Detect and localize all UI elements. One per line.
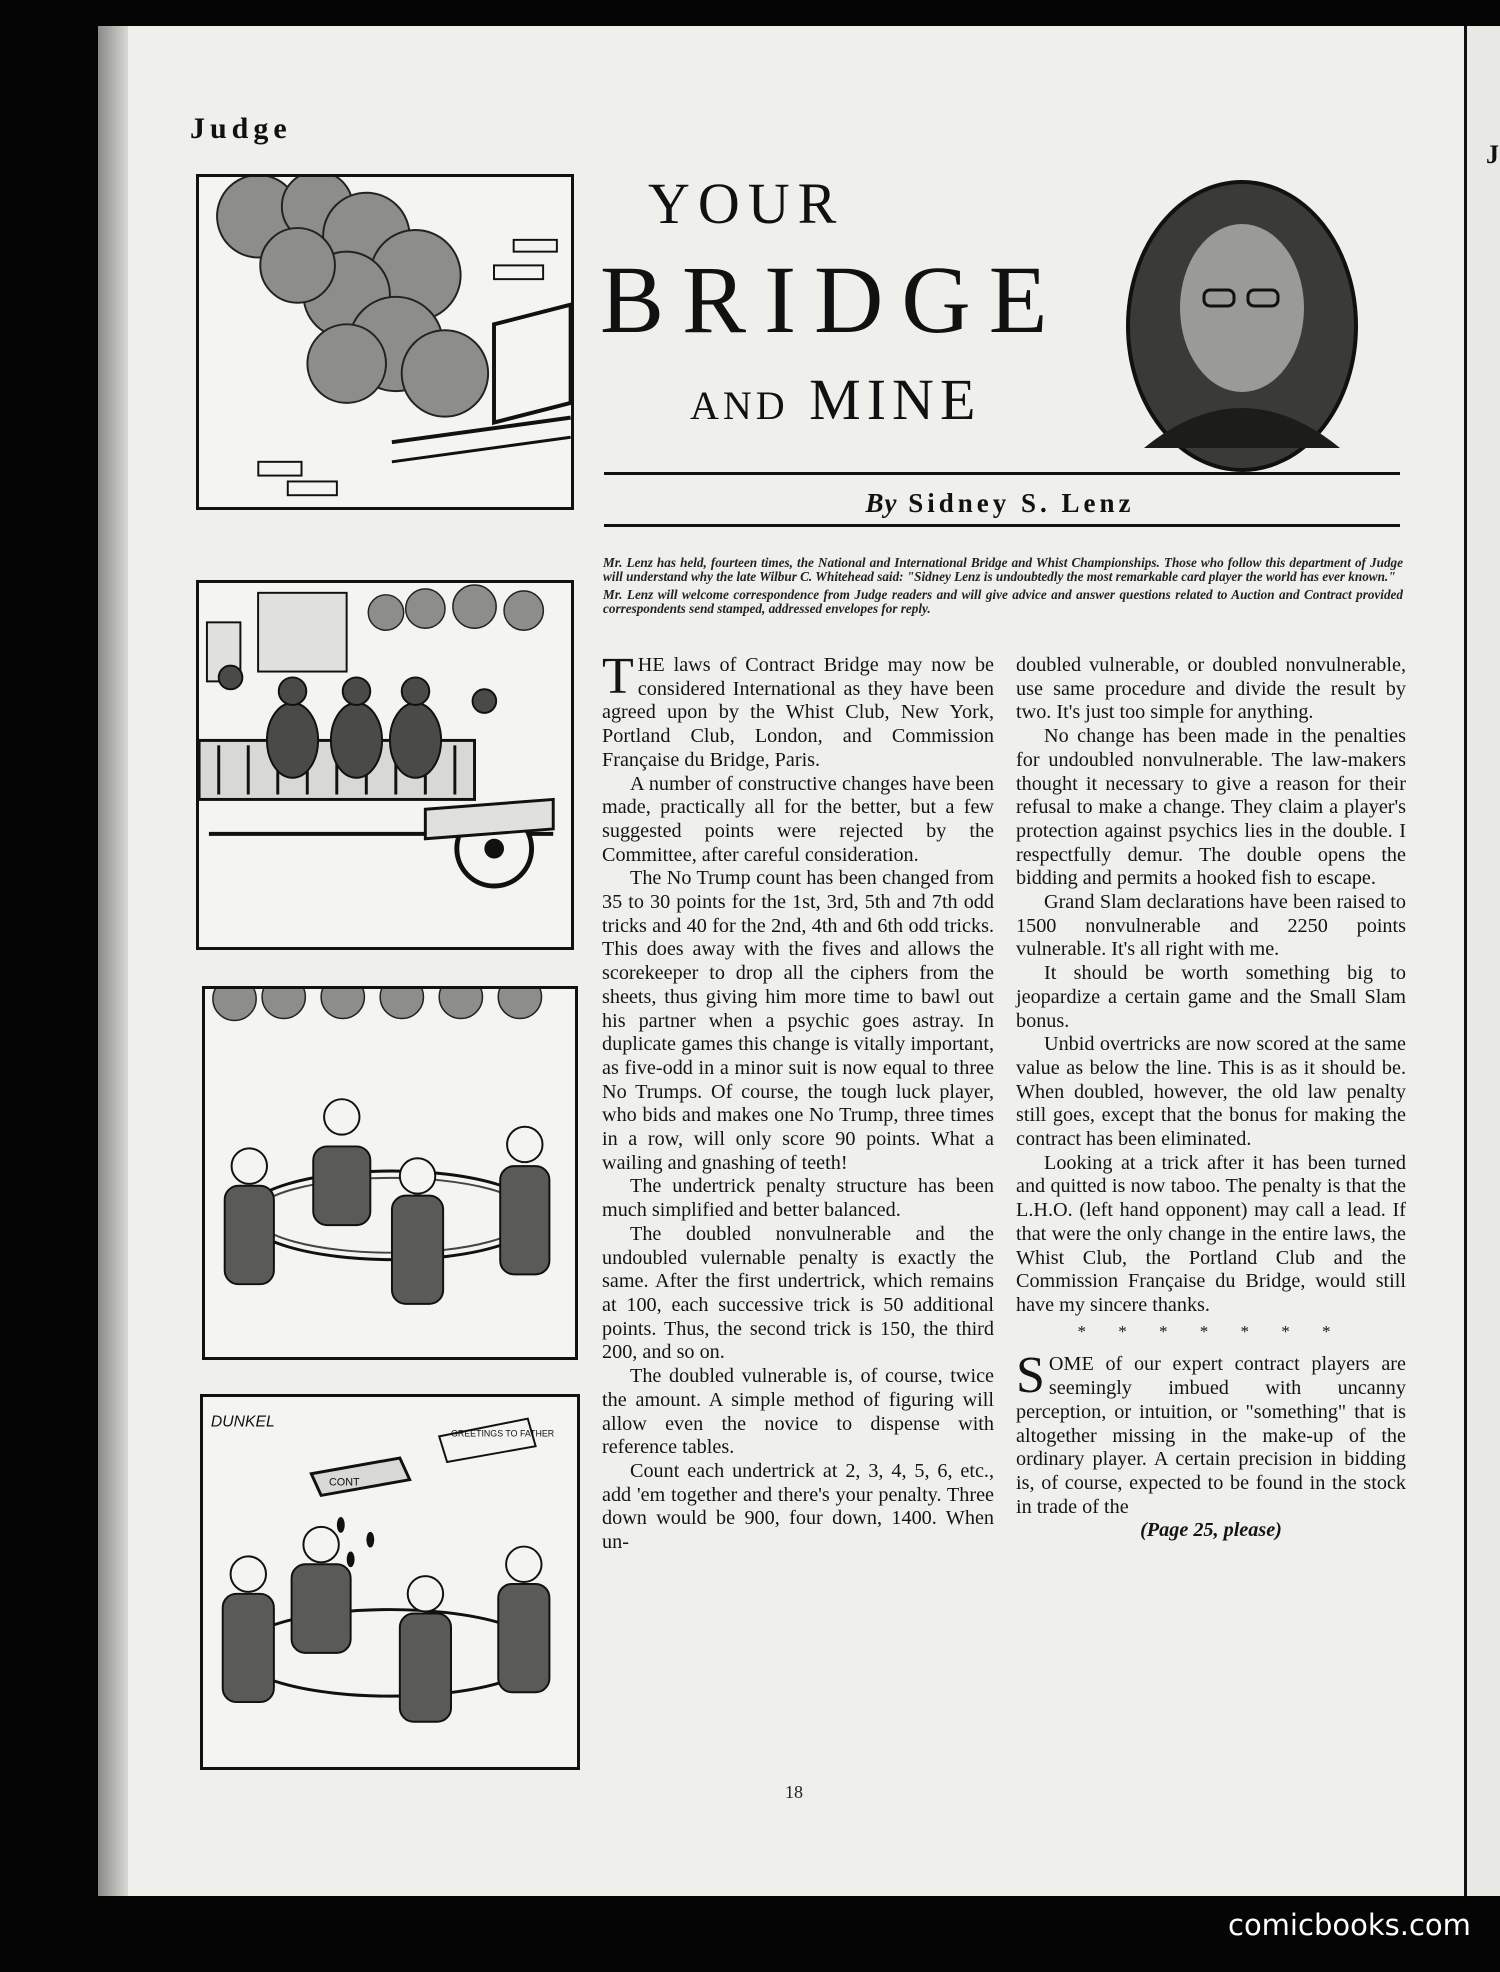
cartoon-panel-fire-engine — [196, 580, 574, 950]
firemen-net-illustration — [205, 989, 575, 1357]
paragraph-text: HE laws of Contract Bridge may now be considered International as they have been agreed upon by the Whist Club, New York, Portland Club, London, and Commission Française du Bridge, Paris. — [602, 654, 994, 771]
article-paragraph: A number of constructive changes have been made, practically all for the better, but a few suggested points were rejected by the Committee, after careful consideration. — [602, 772, 994, 866]
article-column-2 — [1016, 654, 1406, 1543]
article-paragraph: It should be worth something big to jeopardize a certain game and the Small Slam bonus. — [1016, 962, 1406, 1032]
author-intro-note — [603, 556, 1403, 620]
fire-engine-illustration — [199, 583, 571, 947]
intro-paragraph: Mr. Lenz has held, fourteen times, the National and International Bridge and Whist Championships. Those who follow this department of Judge will understand why the late Wilbur C. Whitehead said: "Sidney Lenz is undoubtedly the most remarkable card player the world has ever known." — [603, 555, 1403, 584]
article-paragraph: The undertrick penalty structure has been much simplified and better balanced. — [602, 1175, 994, 1222]
box-label: CONT — [328, 1476, 360, 1489]
article-paragraph: Count each undertrick at 2, 3, 4, 5, 6, etc., add 'em together and there's your penalty. Three down would be 900, four down, 1400. When un- — [602, 1459, 994, 1554]
article-column-1 — [602, 648, 994, 1555]
falling-box-illustration — [203, 1397, 577, 1767]
continued-reference: (Page 25, please) — [1140, 1519, 1282, 1542]
drop-cap: S — [1016, 1347, 1045, 1405]
cartoon-signature: DUNKEL — [210, 1413, 275, 1431]
title-word-and: AND — [690, 383, 789, 428]
byline-prefix: By — [865, 488, 898, 518]
portrait-illustration — [1124, 178, 1360, 474]
smoke-window-illustration — [199, 177, 571, 507]
article-paragraph: Grand Slam declarations have been raised to 1500 nonvulnerable and 2250 points vulnerable. It's all right with me. — [1016, 891, 1406, 961]
title-line-your: YOUR — [648, 171, 845, 236]
paragraph-text: OME of our expert contract players are seemingly imbued with uncanny perception, or intuition, or "something" that is altogether missing in the make-up of the ordinary player. A certain precision in bidding is, of course, expected to be found in the stock in trade of the — [1016, 1353, 1406, 1518]
byline-author: Sidney S. Lenz — [908, 488, 1135, 518]
cartoon-panel-falling-box — [200, 1394, 580, 1770]
intro-paragraph: Mr. Lenz will welcome correspondence from Judge readers and will give advice and answer questions related to Auction and Contract provided correspondents send stamped, addressed envelopes for reply. — [603, 587, 1403, 616]
page-number: 18 — [785, 1782, 803, 1802]
article-paragraph: No change has been made in the penalties for undoubled nonvulnerable. The law-makers thought it necessary to give a reason for their refusal to make a change. They claim a player's protection against psychics lies in the double. I respectfully demur. The double opens the bidding and permits a hooked fish to escape. — [1016, 725, 1406, 890]
article-paragraph — [1016, 1347, 1406, 1519]
watermark: comicbooks.com — [1228, 1908, 1471, 1942]
article-paragraph: The doubled nonvulnerable and the undoubled vulernable penalty is exactly the same. After the first undertrick, which remains at 100, each successive trick is 50 additional points. Thus, the second trick is 150, the third 200, and so on. — [602, 1222, 994, 1364]
title-word-mine: MINE — [809, 367, 982, 432]
author-portrait — [1124, 178, 1360, 474]
article-paragraph — [602, 648, 994, 773]
gift-tag-text: GREETINGS TO FATHER — [451, 1428, 555, 1439]
adjacent-page-letter: J — [1486, 140, 1499, 169]
article-paragraph: Looking at a trick after it has been turned and quitted is now taboo. The penalty is that the L.H.O. (left hand opponent) may call a lead. If that were the only change in the entire laws, the Whist Club, the Portland Club and the Commission Française du Bridge, would still have my sincere thanks. — [1016, 1151, 1406, 1316]
adjacent-page-edge — [1464, 26, 1500, 1896]
article-paragraph: The No Trump count has been changed from 35 to 30 points for the 1st, 3rd, 5th and 7th odd tricks and 40 for the 2nd, 4th and 6th odd tricks. This does away with the fives and allows the scorekeeper to drop all the ciphers from the sheets, thus giving him more time to bawl out his partner when a psychic goes astray. In duplicate games this change is vitally important, as five-odd in a minor suit is now equal to three No Trumps. Of course, the tough luck player, who bids and makes one No Trump, three times in a row, will only score 90 points. What a wailing and gnashing of teeth! — [602, 867, 994, 1174]
title-line-bridge: BRIDGE — [600, 246, 1066, 353]
byline-rule-bottom — [604, 524, 1400, 527]
byline — [600, 488, 1400, 519]
article-paragraph: Unbid overtricks are now scored at the same value as below the line. This is as it should be. When doubled, however, the old law penalty still goes, except that the bonus for making the contract has been eliminated. — [1016, 1033, 1406, 1151]
page-gutter-shadow — [98, 26, 128, 1896]
drop-cap: T — [602, 648, 634, 705]
title-line-and-mine — [690, 366, 981, 433]
cartoon-panel-smoke — [196, 174, 574, 510]
article-paragraph: doubled vulnerable, or doubled nonvulnerable, use same procedure and divide the result by two. It's just too simple for anything. — [1016, 654, 1406, 724]
cartoon-panel-net — [202, 986, 578, 1360]
section-divider-stars: * * * * * * * — [1077, 1321, 1345, 1341]
magazine-name: Judge — [190, 112, 292, 145]
article-paragraph: The doubled vulnerable is, of course, twice the amount. A simple method of figuring will allow even the novice to dispense with reference tables. — [602, 1365, 994, 1459]
byline-rule-top — [604, 472, 1400, 475]
